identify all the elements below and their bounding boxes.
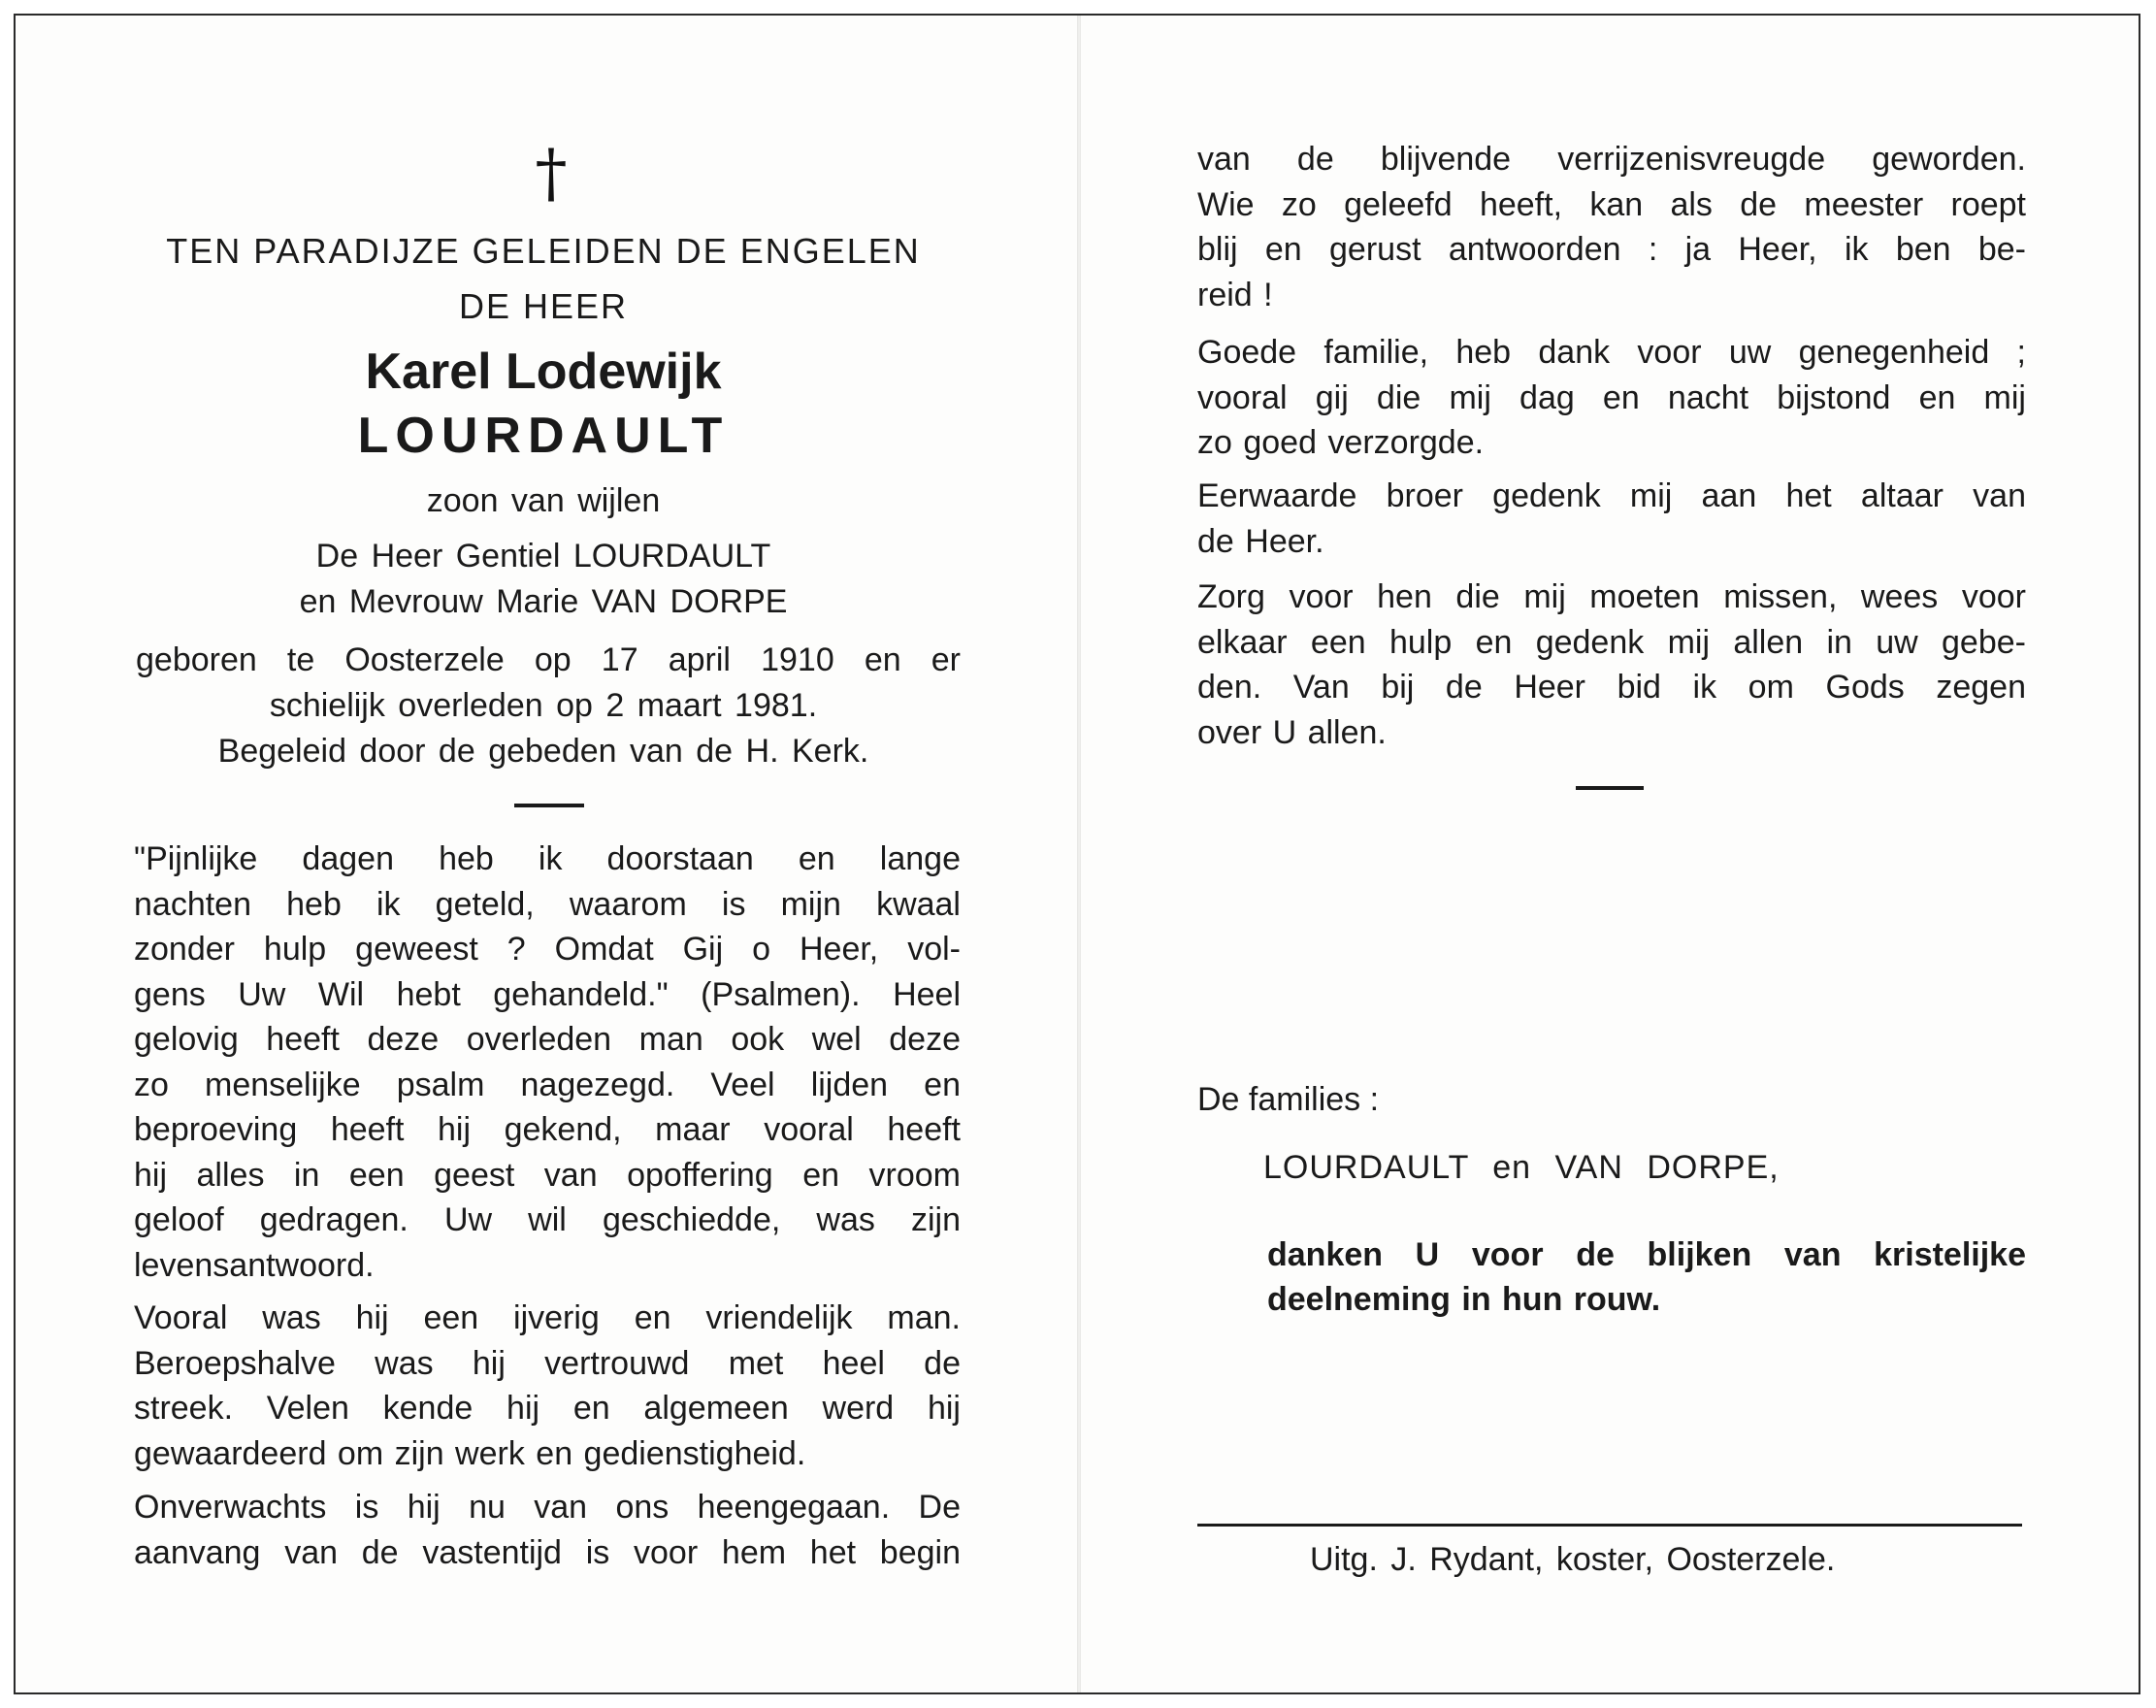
- text-line: over U allen.: [1197, 713, 1387, 751]
- left-paragraph-1: [134, 837, 961, 1288]
- right-paragraph-4: [1197, 575, 2026, 755]
- right-paragraph-2: [1197, 330, 2026, 466]
- birth-line: geboren te Oosterzele op 17 april 1910 en er: [136, 641, 961, 678]
- text-line: reid !: [1197, 276, 1273, 313]
- text-line: nachten heb ik geteld, waarom is mijn kwaal: [134, 885, 961, 923]
- heading: TEN PARADIJZE GELEIDEN DE ENGELEN: [166, 231, 921, 271]
- text-line: "Pijnlijke dagen heb ik doorstaan en lange: [134, 840, 961, 877]
- text-line: levensantwoord.: [134, 1246, 375, 1284]
- death-line: schielijk overleden op 2 maart 1981.: [269, 687, 818, 724]
- right-panel: [1081, 0, 2156, 1708]
- families-names: LOURDAULT en VAN DORPE,: [1263, 1149, 1780, 1186]
- left-panel: [0, 0, 1077, 1708]
- families-label: De families :: [1197, 1081, 1380, 1118]
- text-line: Vooral was hij een ijverig en vriendelijk man.: [134, 1299, 961, 1336]
- right-paragraph-1: [1197, 137, 2026, 317]
- title-prefix: DE HEER: [458, 286, 629, 326]
- cross-icon: †: [535, 136, 568, 211]
- text-line: blij en gerust antwoorden : ja Heer, ik ben be-: [1197, 231, 2026, 268]
- mother: en Mevrouw Marie VAN DORPE: [299, 583, 788, 620]
- thanks-line: danken U voor de blijken van kristelijke: [1267, 1236, 2026, 1273]
- text-line: gewaardeerd om zijn werk en gedienstigheid.: [134, 1434, 806, 1472]
- text-line: Zorg voor hen die mij moeten missen, wees voor: [1197, 578, 2026, 615]
- text-line: de Heer.: [1197, 522, 1324, 560]
- text-line: aanvang van de vastentijd is voor hem het begin: [134, 1533, 961, 1571]
- text-line: vooral gij die mij dag en nacht bijstond en mij: [1197, 378, 2026, 416]
- left-paragraph-3: [134, 1485, 961, 1575]
- thanks-line: deelneming in hun rouw.: [1267, 1281, 1661, 1318]
- text-line: gelovig heeft deze overleden man ook wel deze: [134, 1021, 961, 1058]
- text-line: elkaar een hulp en gedenk mij allen in uw gebe-: [1197, 623, 2026, 661]
- surname: LOURDAULT: [357, 408, 730, 464]
- father: De Heer Gentiel LOURDAULT: [315, 538, 771, 575]
- text-line: streek. Velen kende hij en algemeen werd hij: [134, 1390, 961, 1427]
- separator-rule: [1576, 786, 1644, 790]
- text-line: hij alles in een geest van opoffering en vroom: [134, 1156, 961, 1194]
- right-paragraph-3: [1197, 474, 2026, 564]
- text-line: Beroepshalve was hij vertrouwd met heel de: [134, 1344, 961, 1382]
- left-paragraph-2: [134, 1296, 961, 1476]
- text-line: gens Uw Wil hebt gehandeld." (Psalmen). Heel: [134, 975, 961, 1013]
- publisher: Uitg. J. Rydant, koster, Oosterzele.: [1310, 1541, 1836, 1578]
- birth-death-block: [136, 638, 961, 683]
- text-line: Onverwachts is hij nu van ons heengegaan. De: [134, 1489, 961, 1526]
- text-line: geloof gedragen. Uw wil geschiedde, was zijn: [134, 1201, 961, 1238]
- separator-rule: [514, 804, 584, 807]
- text-line: zonder hulp geweest ? Omdat Gij o Heer, vol-: [134, 931, 961, 968]
- text-line: beproeving heeft hij gekend, maar vooral heeft: [134, 1111, 961, 1148]
- text-line: zo menselijke psalm nagezegd. Veel lijden en: [134, 1066, 961, 1103]
- text-line: Goede familie, heb dank voor uw genegenheid ;: [1197, 334, 2026, 371]
- publisher-rule: [1197, 1524, 2022, 1527]
- son-of: zoon van wijlen: [426, 482, 661, 519]
- church-line: Begeleid door de gebeden van de H. Kerk.: [217, 733, 869, 770]
- given-names: Karel Lodewijk: [365, 344, 722, 400]
- text-line: zo goed verzorgde.: [1197, 424, 1485, 461]
- text-line: den. Van bij de Heer bid ik om Gods zegen: [1197, 669, 2026, 706]
- text-line: Eerwaarde broer gedenk mij aan het altaar van: [1197, 477, 2026, 514]
- text-line: Wie zo geleefd heeft, kan als de meester roept: [1197, 185, 2026, 223]
- text-line: van de blijvende verrijzenisvreugde geworden.: [1197, 141, 2026, 178]
- thanks-block: [1267, 1232, 2026, 1322]
